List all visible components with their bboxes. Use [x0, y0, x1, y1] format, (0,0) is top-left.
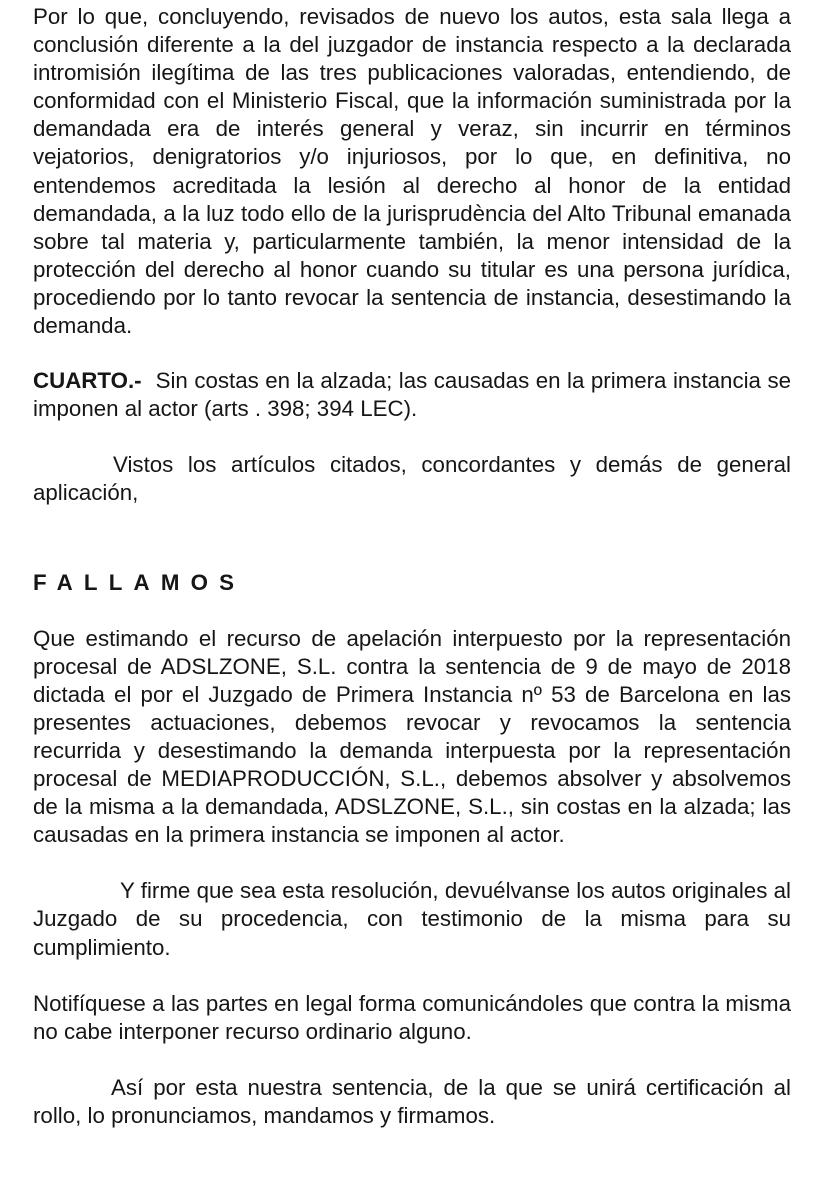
cuarto-label: CUARTO.- [33, 368, 142, 394]
cuarto-text: Sin costas en la alzada; las causadas en la primera instancia se imponen al actor (arts . 398; 394 LEC). [33, 368, 791, 422]
document-page [33, 3, 791, 1130]
paragraph-fallo: Que estimando el recurso de apelación interpuesto por la representación procesal de ADSLZONE, S.L. contra la sentencia de 9 de mayo de 2018 dictada el por el Juzgado de Primera Instancia nº 53 de Barcelona en las presentes actuaciones, debemos revocar y revocamos la sentencia recurrida y desestimando la demanda interpuesta por la representación procesal de MEDIAPRODUCCIÓN, S.L., debemos absolver y absolvemos de la misma a la demandada, ADSLZONE, S.L., sin costas en la alzada; las causadas en la primera instancia se imponen al actor. [33, 625, 791, 848]
paragraph-firme: Y firme que sea esta resolución, devuélvanse los autos originales al Juzgado de su procedencia, con testimonio de la misma para su cumplimiento. [33, 878, 791, 960]
paragraph-asi: Así por esta nuestra sentencia, de la que se unirá certificación al rollo, lo pronunciamos, mandamos y firmamos. [33, 1074, 791, 1128]
fallamos-heading: FALLAMOS [33, 569, 246, 595]
paragraph-vistos: Vistos los artículos citados, concordantes y demás de general aplicación, [33, 452, 791, 506]
paragraph-notifiquese: Notifíquese a las partes en legal forma comunicándoles que contra la misma no cabe interponer recurso ordinario alguno. [33, 990, 791, 1044]
paragraph-conclusion: Por lo que, concluyendo, revisados de nuevo los autos, esta sala llega a conclusión diferente a la del juzgador de instancia respecto a la declarada intromisión ilegítima de las tres publicaciones valoradas, entendiendo, de conformidad con el Ministerio Fiscal, que la información suministrada por la demandada era de interés general y veraz, sin incurrir en términos vejatorios, denigratorios y/o injuriosos, por lo que, en definitiva, no entendemos acreditada la lesión al derecho al honor de la entidad demandada, a la luz todo ello de la jurisprudència del Alto Tribunal emanada sobre tal materia y, particularmente también, la menor intensidad de la protección del derecho al honor cuando su titular es una persona jurídica, procediendo por lo tanto revocar la sentencia de instancia, desestimando la demanda. [33, 4, 791, 339]
paragraph-cuarto [33, 367, 791, 423]
